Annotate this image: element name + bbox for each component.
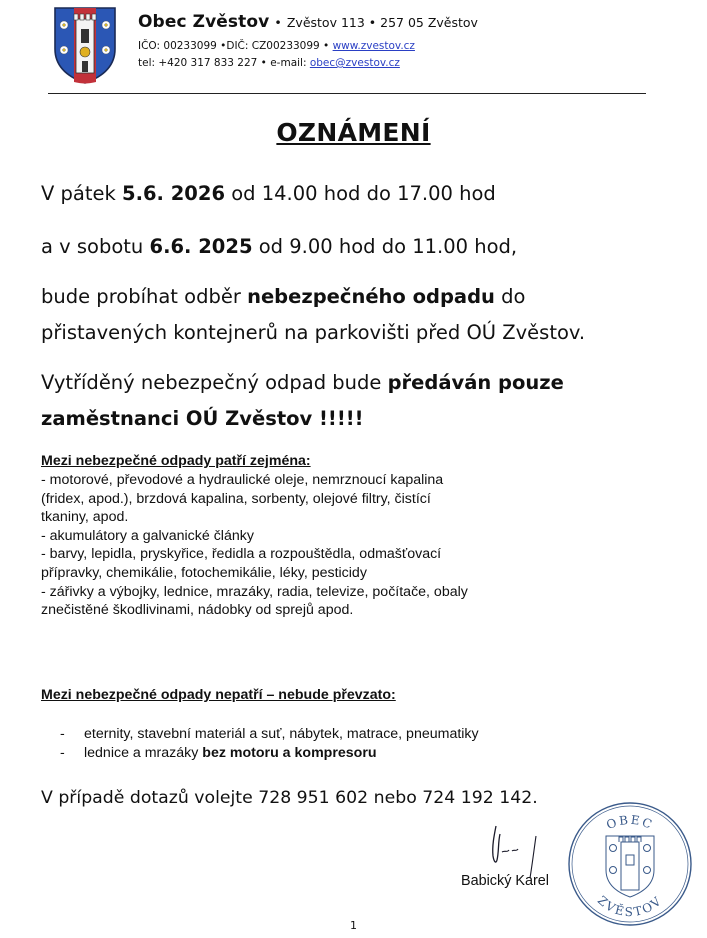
- list-item: - motorové, převodové a hydraulické oleje, nemrznoucí kapalina (fridex, apod.), brzdová kapalina, sorbenty, olejové filtry, čistící tkaniny, apod.: [41, 472, 444, 526]
- list-item: - zářivky a výbojky, lednice, mrazáky, radia, televize, počítače, obaly znečistěné škodlivinami, nádobky od sprejů apod.: [41, 583, 468, 619]
- signer-name: Babický Karel: [461, 873, 549, 889]
- org-ids-line: [138, 40, 415, 52]
- municipal-stamp-icon: [566, 800, 694, 928]
- stamp-bottom-text: ZVĚSTOV: [594, 893, 666, 920]
- list-item-text: eternity, stavební materiál a suť, nábytek, matrace, pneumatiky: [84, 726, 479, 742]
- list-dash: -: [60, 726, 65, 742]
- friday-date: 5.6. 2026: [122, 182, 226, 205]
- list-dash: -: [60, 744, 65, 761]
- header-bullet: •: [274, 15, 282, 30]
- hazardous-waste-emphasis: nebezpečného odpadu: [247, 285, 495, 308]
- org-ids: IČO: 00233099 •DIČ: CZ00233099 •: [138, 40, 333, 52]
- header-divider: [48, 93, 646, 94]
- list-item: [60, 744, 600, 763]
- list-item-text: lednice a mrazáky: [84, 744, 203, 761]
- text-run: Vytříděný nebezpečný odpad bude: [41, 371, 388, 394]
- coat-of-arms-icon: [52, 5, 118, 85]
- collection-line-location: přistavených kontejnerů na parkovišti před OÚ Zvěstov.: [41, 321, 586, 344]
- org-header-line: [138, 12, 478, 32]
- handover-recipient: zaměstnanci OÚ Zvěstov !!!!!: [41, 407, 364, 430]
- saturday-date: 6.6. 2025: [149, 235, 253, 258]
- text-run: V pátek: [41, 182, 122, 205]
- stamp-top-text: OBEC: [604, 812, 656, 833]
- page-title: OZNÁMENÍ: [276, 118, 431, 147]
- handover-emphasis: předáván pouze: [387, 371, 564, 394]
- announcement-line-friday: [41, 175, 496, 213]
- list-item-emphasis: bez motoru a kompresoru: [202, 744, 377, 761]
- org-address: Zvěstov 113 • 257 05 Zvěstov: [286, 15, 478, 30]
- collection-line: [41, 278, 525, 316]
- handover-line: [41, 364, 564, 402]
- excluded-heading: Mezi nebezpečné odpady nepatří – nebude převzato:: [41, 687, 396, 703]
- email-link[interactable]: obec@zvestov.cz: [309, 57, 400, 69]
- excluded-list: [60, 725, 600, 762]
- contact-paragraph: V případě dotazů volejte 728 951 602 nebo 724 192 142.: [41, 788, 538, 808]
- text-run: od 9.00 hod do 11.00 hod,: [252, 235, 518, 258]
- included-heading: Mezi nebezpečné odpady patří zejména:: [41, 453, 311, 469]
- text-run: bude probíhat odběr: [41, 285, 248, 308]
- announcement-line-saturday: [41, 228, 517, 266]
- text-run: do: [494, 285, 526, 308]
- included-list: [41, 471, 481, 620]
- org-contact-line: [138, 57, 400, 69]
- list-item: [60, 725, 600, 744]
- website-link[interactable]: www.zvestov.cz: [332, 40, 415, 52]
- text-run: a v sobotu: [41, 235, 150, 258]
- handwritten-signature: [478, 822, 548, 880]
- handover-line-recipient: [41, 400, 364, 438]
- page-number: 1: [350, 919, 357, 932]
- svg-text:OBEC: [604, 813, 655, 832]
- org-name: Obec Zvěstov: [138, 12, 270, 32]
- text-run: od 14.00 hod do 17.00 hod: [225, 182, 496, 205]
- list-item: - barvy, lepidla, pryskyřice, ředidla a rozpouštědla, odmašťovací přípravky, chemikálie, fotochemikálie, léky, pesticidy: [41, 546, 442, 581]
- org-contact: tel: +420 317 833 227 • e-mail:: [138, 57, 310, 69]
- list-item: - akumulátory a galvanické články: [41, 527, 254, 544]
